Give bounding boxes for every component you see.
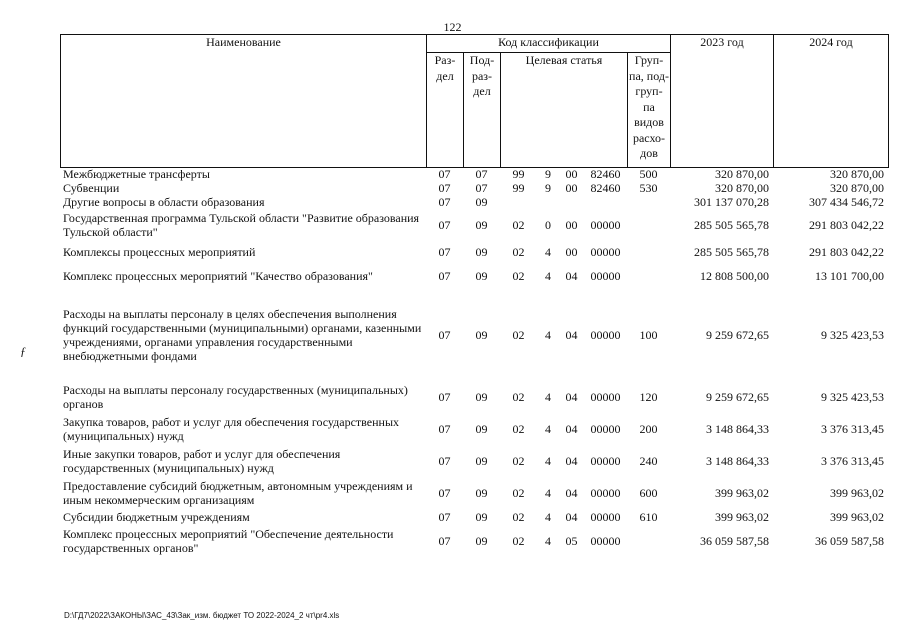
- cell-v2023: 320 870,00: [715, 181, 769, 195]
- cell-pr: 09: [475, 218, 488, 232]
- cell-t2: 4: [545, 390, 551, 404]
- cell-pr: 07: [475, 167, 488, 181]
- cell-v2024: 291 803 042,22: [809, 245, 884, 259]
- cell-r: 07: [438, 167, 451, 181]
- cell-pr: 09: [475, 328, 488, 342]
- cell-v2024: 3 376 313,45: [821, 422, 884, 436]
- cell-t3: 00: [565, 218, 578, 232]
- cell-v2023: 399 963,02: [715, 486, 769, 500]
- cell-t2: 4: [545, 486, 551, 500]
- cell-r: 07: [438, 328, 451, 342]
- cell-v2023: 3 148 864,33: [706, 454, 769, 468]
- cell-t3: 00: [565, 167, 578, 181]
- cell-r: 07: [438, 422, 451, 436]
- cell-pr: 09: [475, 422, 488, 436]
- cell-pr: 09: [475, 486, 488, 500]
- cell-t4: 00000: [590, 245, 621, 259]
- cell-g: 530: [639, 181, 658, 195]
- cell-r: 07: [438, 245, 451, 259]
- cell-v2024: 399 963,02: [830, 510, 884, 524]
- table-row: [60, 445, 888, 477]
- cell-name: Иные закупки товаров, работ и услуг для обеспечения государственных (муниципальных) нужд: [63, 447, 341, 475]
- cell-t2: 4: [545, 328, 551, 342]
- cell-r: 07: [438, 181, 451, 195]
- cell-r: 07: [438, 390, 451, 404]
- cell-r: 07: [438, 534, 451, 548]
- data-table: [60, 167, 888, 557]
- cell-t1: 02: [512, 390, 525, 404]
- cell-t1: 02: [512, 245, 525, 259]
- cell-v2024: 307 434 546,72: [809, 195, 884, 209]
- cell-t3: 04: [565, 390, 578, 404]
- table-row: [60, 525, 888, 557]
- cell-name: Межбюджетные трансферты: [63, 167, 210, 181]
- cell-t3: 05: [565, 534, 578, 548]
- table-row: [60, 381, 888, 413]
- cell-g: 240: [639, 454, 658, 468]
- cell-g: [627, 263, 670, 289]
- cell-g: 500: [639, 167, 658, 181]
- header-name: Наименование: [61, 35, 427, 168]
- cell-t2: 4: [545, 422, 551, 436]
- cell-v2023: 399 963,02: [715, 510, 769, 524]
- cell-r: 07: [438, 486, 451, 500]
- cell-g: [627, 241, 670, 263]
- cell-r: 07: [438, 510, 451, 524]
- header-podrazdel: Под- раз- дел: [464, 53, 501, 168]
- cell-v2024: 3 376 313,45: [821, 454, 884, 468]
- cell-t4: 00000: [590, 486, 621, 500]
- cell-pr: 09: [475, 269, 488, 283]
- cell-g: [627, 195, 670, 209]
- cell-t4: 00000: [590, 510, 621, 524]
- page-number: 122: [443, 20, 462, 34]
- cell-t1: 02: [512, 422, 525, 436]
- header-target: Целевая статья: [501, 53, 628, 168]
- cell-g: 610: [639, 510, 658, 524]
- table-row: [60, 477, 888, 509]
- cell-g: [627, 209, 670, 241]
- cell-t2: 4: [545, 245, 551, 259]
- cell-t3: 04: [565, 454, 578, 468]
- cell-v2023: 12 808 500,00: [700, 269, 769, 283]
- header-2024: 2024 год: [774, 35, 889, 168]
- cell-name: Субсидии бюджетным учреждениям: [63, 510, 250, 524]
- cell-t4: 00000: [590, 218, 621, 232]
- cell-v2023: 301 137 070,28: [694, 195, 769, 209]
- cell-v2023: 9 259 672,65: [706, 390, 769, 404]
- cell-t2: 9: [545, 181, 551, 195]
- table-row: [60, 209, 888, 241]
- cell-v2024: 399 963,02: [830, 486, 884, 500]
- cell-name: Комплекс процессных мероприятий "Обеспечение деятельности государственных органов": [63, 527, 394, 555]
- header-group: Груп- па, под- груп- па видов расхо- дов: [628, 53, 671, 168]
- cell-t4: 00000: [590, 422, 621, 436]
- cell-t1: 02: [512, 510, 525, 524]
- cell-pr: 09: [475, 454, 488, 468]
- cell-pr: 09: [475, 195, 488, 209]
- cell-r: 07: [438, 454, 451, 468]
- cell-t1: 02: [512, 328, 525, 342]
- cell-pr: 09: [475, 245, 488, 259]
- cell-v2023: 285 505 565,78: [694, 245, 769, 259]
- cell-v2024: 9 325 423,53: [821, 390, 884, 404]
- table-row: [60, 167, 888, 181]
- cell-v2023: 36 059 587,58: [700, 534, 769, 548]
- table-row: [60, 195, 888, 209]
- cell-name: Другие вопросы в области образования: [63, 195, 265, 209]
- cell-v2023: 320 870,00: [715, 167, 769, 181]
- cell-g: 600: [639, 486, 658, 500]
- cell-t1: 02: [512, 218, 525, 232]
- cell-t3: [559, 195, 584, 209]
- cell-t3: 04: [565, 422, 578, 436]
- cell-t2: 4: [545, 269, 551, 283]
- cell-t4: 82460: [590, 181, 621, 195]
- cell-name: Закупка товаров, работ и услуг для обеспечения государственных (муниципальных) нужд: [63, 415, 400, 443]
- cell-t3: 04: [565, 269, 578, 283]
- cell-name: Комплекс процессных мероприятий "Качество образования": [63, 269, 373, 283]
- cell-v2024: 291 803 042,22: [809, 218, 884, 232]
- cell-t3: 04: [565, 510, 578, 524]
- cell-pr: 09: [475, 510, 488, 524]
- table-row: [60, 181, 888, 195]
- table-header: [60, 34, 889, 168]
- cell-t1: 02: [512, 534, 525, 548]
- cell-r: 07: [438, 195, 451, 209]
- cell-t2: 4: [545, 454, 551, 468]
- cell-t1: 99: [512, 181, 525, 195]
- cell-t2: 4: [545, 510, 551, 524]
- cell-t4: 00000: [590, 328, 621, 342]
- cell-v2024: 9 325 423,53: [821, 328, 884, 342]
- cell-name: Предоставление субсидий бюджетным, автономным учреждениям и иным некоммерческим организациям: [63, 479, 413, 507]
- cell-r: 07: [438, 269, 451, 283]
- cell-v2023: 285 505 565,78: [694, 218, 769, 232]
- cell-name: Расходы на выплаты персоналу государственных (муниципальных) органов: [63, 383, 408, 411]
- cell-g: [627, 525, 670, 557]
- cell-t1: 02: [512, 486, 525, 500]
- cell-pr: 09: [475, 534, 488, 548]
- table-row: [60, 289, 888, 381]
- cell-v2024: 320 870,00: [830, 167, 884, 181]
- cell-t3: 00: [565, 245, 578, 259]
- cell-v2024: 13 101 700,00: [815, 269, 884, 283]
- cell-g: 120: [639, 390, 658, 404]
- cell-t2: 4: [545, 534, 551, 548]
- cell-v2024: 320 870,00: [830, 181, 884, 195]
- cell-v2024: 36 059 587,58: [815, 534, 884, 548]
- cell-t4: 00000: [590, 534, 621, 548]
- cell-r: 07: [438, 218, 451, 232]
- margin-mark: ƒ: [20, 344, 26, 358]
- cell-v2023: 3 148 864,33: [706, 422, 769, 436]
- cell-t3: 04: [565, 486, 578, 500]
- table-row: [60, 413, 888, 445]
- footer-file-path: D:\ГД7\2022\ЗАКОНЫ\ЗАС_43\Зак_изм. бюджет ТО 2022-2024_2 чт\pr4.xls: [64, 611, 340, 620]
- cell-v2023: 9 259 672,65: [706, 328, 769, 342]
- cell-t1: 02: [512, 269, 525, 283]
- table-row: [60, 241, 888, 263]
- header-razdel: Раз- дел: [427, 53, 464, 168]
- cell-t2: 0: [545, 218, 551, 232]
- cell-t4: 00000: [590, 454, 621, 468]
- cell-name: Государственная программа Тульской области "Развитие образования Тульской области": [63, 211, 420, 239]
- cell-t4: 00000: [590, 390, 621, 404]
- cell-t1: 02: [512, 454, 525, 468]
- cell-t1: [500, 195, 537, 209]
- cell-g: 100: [639, 328, 658, 342]
- header-code-group: Код классификации: [427, 35, 671, 53]
- cell-t3: 04: [565, 328, 578, 342]
- cell-g: 200: [639, 422, 658, 436]
- cell-name: Комплексы процессных мероприятий: [63, 245, 256, 259]
- cell-t2: 9: [545, 167, 551, 181]
- cell-pr: 07: [475, 181, 488, 195]
- table-row: [60, 509, 888, 525]
- cell-t4: [584, 195, 627, 209]
- cell-t4: 82460: [590, 167, 621, 181]
- table-row: [60, 263, 888, 289]
- cell-t1: 99: [512, 167, 525, 181]
- cell-t2: [537, 195, 559, 209]
- cell-t4: 00000: [590, 269, 621, 283]
- header-2023: 2023 год: [671, 35, 774, 168]
- cell-name: Субвенции: [63, 181, 120, 195]
- cell-t3: 00: [565, 181, 578, 195]
- cell-pr: 09: [475, 390, 488, 404]
- cell-name: Расходы на выплаты персоналу в целях обеспечения выполнения функций государственными (муниципальными) органами, казенными учреждениями, органами управления государственными внебюджетными фондами: [63, 307, 422, 363]
